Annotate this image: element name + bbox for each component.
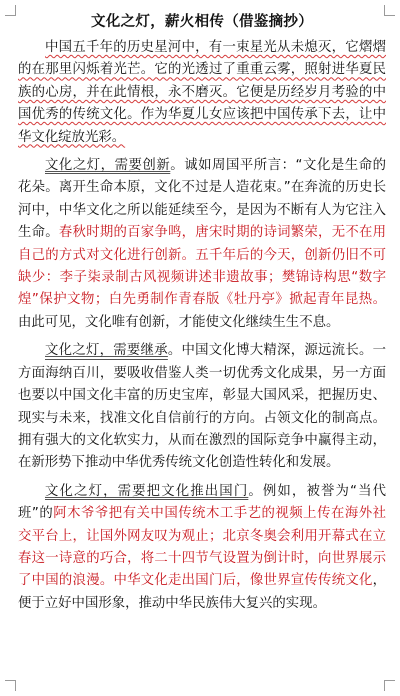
- section-heading-going-abroad: 文化之灯，需要把文化推出国门: [45, 483, 249, 499]
- highlighted-examples: 阿木爷爷把有关中国传统木工手艺的视频上传在海外社交平台上，让国外网友叹为观止；北京冬奥会利用开幕式在立春这一诗意的巧合，将二十四节气设置为倒计时，向世界展示了中国的浪漫。中华文化走出国门后，像世界宣传传统文化: [18, 506, 387, 589]
- body-text: ，便于立好中国形象，推动中华民族伟大复兴的实现。: [18, 573, 386, 611]
- paragraph-intro: [18, 37, 386, 149]
- paragraph-innovation: [18, 155, 386, 334]
- body-text: 。中国文化博大精深，源远流长。一方面海纳百川，要吸收借鉴人类一切优秀文化成果，另一方面也要以中国文化丰富的历史宝库，彰显大国风采，把握历史、现实与未来，找准文化自信前行的方向。占领文化的制高点。拥有强大的文化软实力，从而在激烈的国际竞争中赢得主动，在新形势下推动中华优秀传统文化创造性转化和发展。: [18, 343, 387, 471]
- underlined-text: 中国五千年的历史星河中，有一束星光从未熄灭，它熠熠的在那里闪烁着光芒。它的光透过了重重云雾，照射进华夏民族的心房，并在此情根，永不磨灭。它便是历经岁月考验的中国优秀的传统文化。作为华夏儿女应该把中国传承下去，让中华文化绽放光彩。: [18, 40, 386, 145]
- paragraph-inheritance: [18, 340, 386, 474]
- document-title: 文化之灯，薪火相传（借鉴摘抄）: [91, 14, 313, 30]
- body-text: 。诚如周国平所言：“文化是生命的花朵。离开生命本原，文化不过是人造花束。”在奔流的历史长河中，中华文化之所以能延续至今，是因为不断有人为它注入生命。: [18, 158, 387, 241]
- page-corner-mark: [384, 680, 395, 691]
- body-text: 由此可见，文化唯有创新，才能使文化继续生生不息。: [18, 314, 340, 330]
- page-corner-mark: [5, 680, 16, 691]
- body-text: 。例如，被誉为“当代班”的: [18, 483, 387, 522]
- page-corner-mark: [5, 5, 16, 16]
- document-body: [18, 12, 386, 621]
- section-heading-inheritance: 文化之灯，需要继承: [45, 343, 168, 359]
- highlighted-examples: 春秋时期的百家争鸣，唐宋时期的诗词繁荣，无不在用自己的方式对文化进行创新。五千年后的今天，创新仍旧不可缺少：李子柒录制古风视频讲述非遗故事；樊锦诗构思“数字煌”保护文物；白先勇制作青春版《牡丹亭》掀起青年昆热。: [18, 225, 387, 308]
- section-heading-innovation: 文化之灯，需要创新: [45, 158, 171, 174]
- paragraph-going-abroad: [18, 481, 386, 615]
